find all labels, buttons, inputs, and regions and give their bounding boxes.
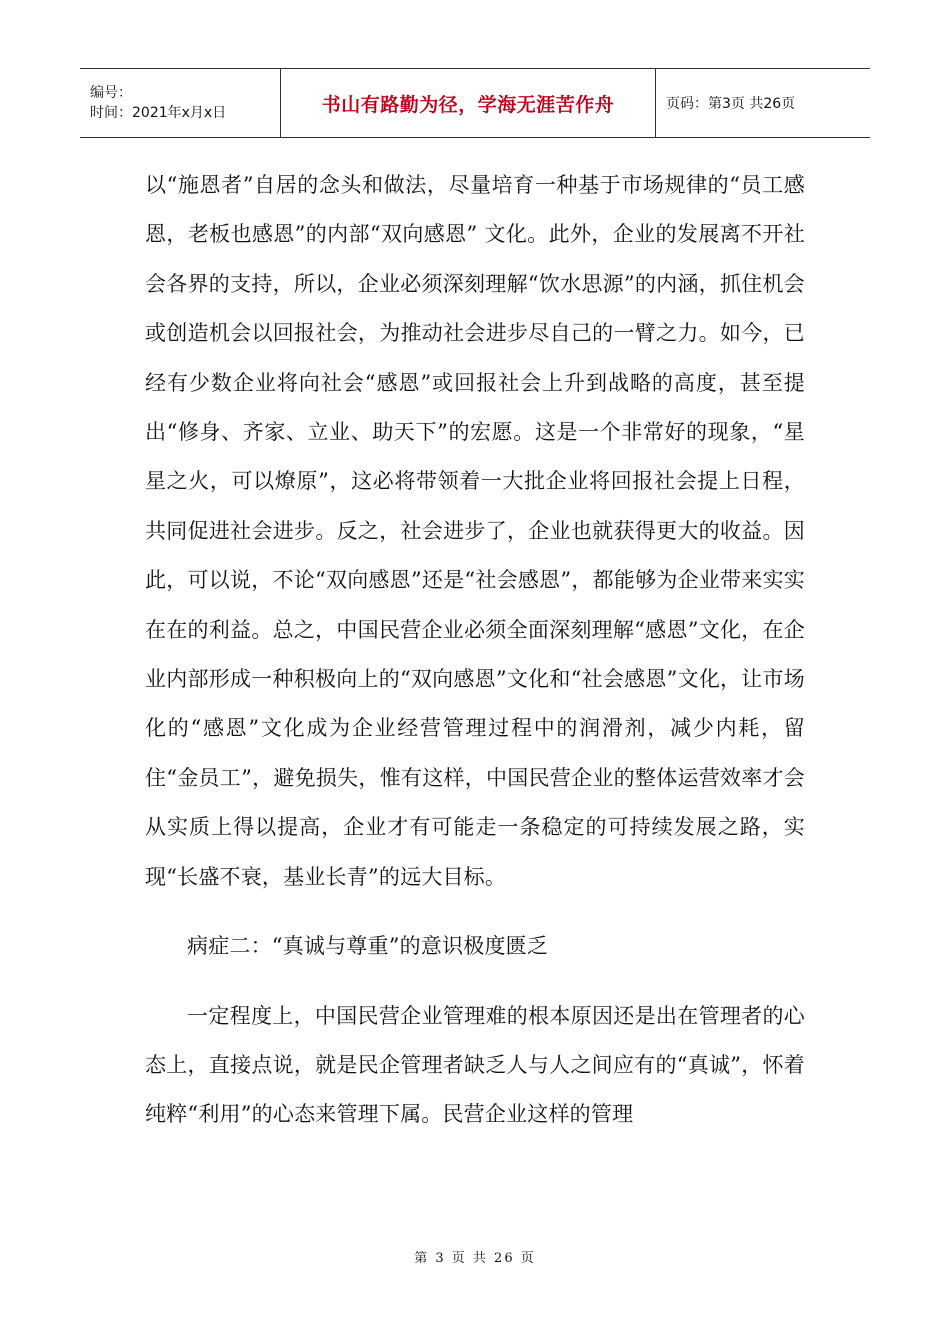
page-footer: 第 3 页 共 26 页 <box>414 1251 536 1266</box>
document-time-label: 时间：2021年x月x日 <box>90 105 227 121</box>
header-meta <box>80 69 281 137</box>
document-body <box>145 161 805 1140</box>
document-number-label: 编号： <box>90 85 132 101</box>
header-motto-cell <box>281 69 656 137</box>
header-motto: 书山有路勤为径，学海无涯苦作舟 <box>321 93 615 116</box>
header-page-cell <box>656 69 870 137</box>
header-page-label: 页码：第3页 共26页 <box>666 96 796 112</box>
body-paragraph: 一定程度上，中国民营企业管理难的根本原因还是出在管理者的心态上，直接点说，就是民企管理者缺乏人与人之间应有的“真诚”，怀着纯粹“利用”的心态来管理下属。民营企业这样的管理 <box>145 1003 805 1127</box>
document-header <box>80 68 870 138</box>
section-heading: 病症二：“真诚与尊重”的意识极度匮乏 <box>187 934 549 959</box>
body-paragraph: 以“施恩者”自居的念头和做法，尽量培育一种基于市场规律的“员工感恩，老板也感恩”的内部“双向感恩” 文化。此外，企业的发展离不开社会各界的支持，所以，企业必须深刻理解“饮水思源”的内涵，抓住机会或创造机会以回报社会，为推动社会进步尽自己的一臂之力。如今，已经有少数企业将向社会“感恩”或回报社会上升到战略的高度，甚至提出“修身、齐家、立业、助天下”的宏愿。这是一个非常好的现象，“星星之火，可以燎原”，这必将带领着一大批企业将回报社会提上日程，共同促进社会进步。反之，社会进步了，企业也就获得更大的收益。因此，可以说，不论“双向感恩”还是“社会感恩”，都能够为企业带来实实在在的利益。总之，中国民营企业必须全面深刻理解“感恩”文化，在企业内部形成一种积极向上的“双向感恩”文化和“社会感恩”文化，让市场化的“感恩”文化成为企业经营管理过程中的润滑剂，减少内耗，留住“金员工”，避免损失，惟有这样，中国民营企业的整体运营效率才会从实质上得以提高，企业才有可能走一条稳定的可持续发展之路，实现“长盛不衰，基业长青”的远大目标。 <box>145 173 805 889</box>
